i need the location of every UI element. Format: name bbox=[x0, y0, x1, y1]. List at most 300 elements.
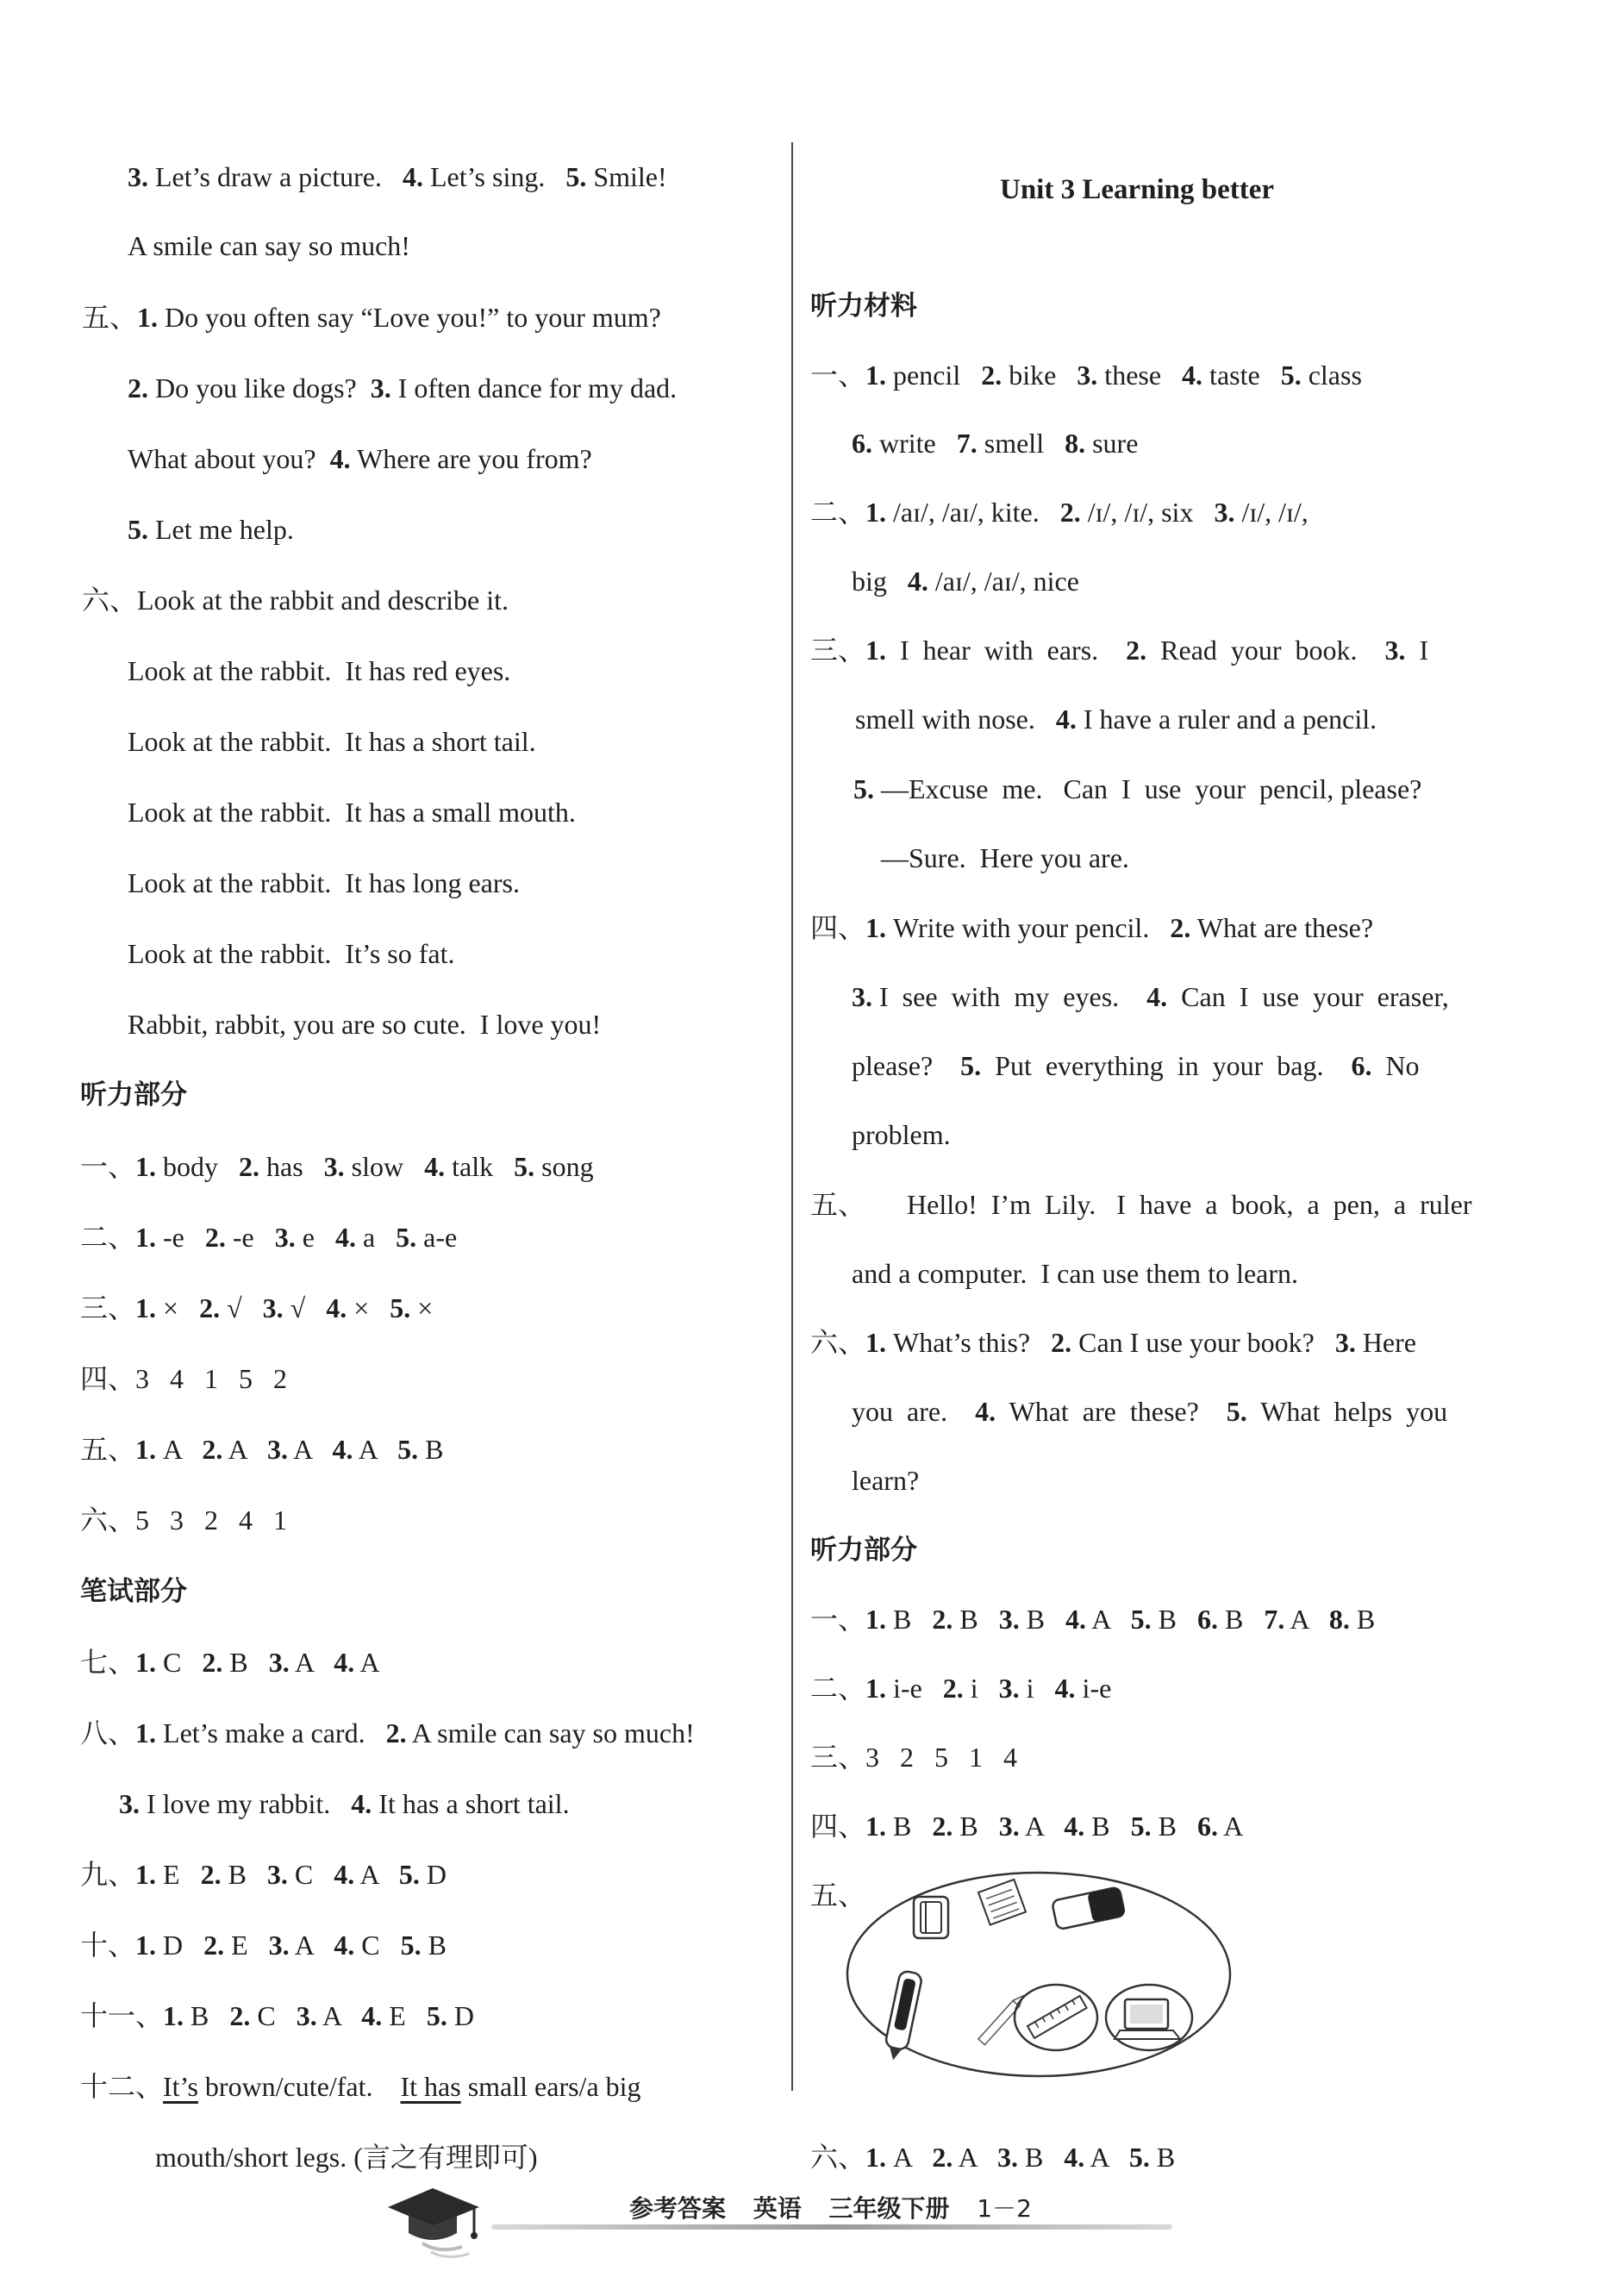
text-segment: 3. bbox=[128, 161, 148, 192]
text-segment: 五、 bbox=[810, 1880, 866, 1911]
text-segment: 3. bbox=[1334, 1327, 1356, 1358]
text-segment: song bbox=[534, 1151, 594, 1182]
answer-line bbox=[810, 910, 1373, 945]
text-segment: √ bbox=[220, 1292, 263, 1323]
text-segment: A bbox=[1084, 2142, 1129, 2173]
text-segment: 五、 bbox=[82, 302, 138, 333]
answer-line bbox=[128, 512, 294, 547]
text-segment: C bbox=[156, 1647, 203, 1678]
text-segment: 4. bbox=[1064, 1811, 1085, 1842]
footer-subject: 英语 bbox=[753, 2194, 802, 2223]
answer-line bbox=[852, 1394, 1447, 1429]
text-segment: Here bbox=[1355, 1327, 1416, 1358]
answer-line bbox=[80, 2069, 641, 2104]
text-segment: 4. bbox=[334, 1930, 355, 1961]
text-segment: 3. bbox=[323, 1151, 345, 1182]
answer-line bbox=[80, 1432, 443, 1467]
text-segment: 3. bbox=[268, 1930, 290, 1961]
answer-line bbox=[80, 1645, 380, 1680]
text-segment: 2. bbox=[932, 1604, 953, 1635]
text-segment: i bbox=[1019, 1673, 1055, 1704]
text-segment: Do you like dogs? bbox=[148, 372, 371, 403]
answer-line bbox=[128, 795, 576, 829]
text-segment: B bbox=[1151, 1811, 1197, 1842]
text-segment: A bbox=[353, 1434, 398, 1465]
text-segment: C bbox=[287, 1859, 334, 1890]
text-segment: What are these? bbox=[996, 1396, 1227, 1427]
section-heading: 笔试部分 bbox=[80, 1576, 187, 1607]
text-segment: 六、 bbox=[810, 2142, 866, 2173]
text-segment: 2. bbox=[385, 1717, 407, 1748]
text-segment: A bbox=[1217, 1811, 1244, 1842]
text-segment: 四、 bbox=[810, 1811, 866, 1842]
text-segment: C bbox=[250, 2000, 297, 2031]
text-segment: Where are you from? bbox=[350, 443, 592, 474]
text-segment: Read your book. bbox=[1146, 635, 1385, 666]
answer-line bbox=[128, 441, 592, 476]
eraser-icon bbox=[1052, 1886, 1125, 1930]
text-segment: 5. bbox=[1128, 2142, 1150, 2173]
text-segment: 5. bbox=[396, 1222, 417, 1253]
text-segment: small ears/a big bbox=[460, 2071, 641, 2102]
text-segment: 3. bbox=[266, 1434, 288, 1465]
text-segment: 2. bbox=[1051, 1327, 1072, 1358]
text-segment: 2. bbox=[932, 1811, 953, 1842]
answer-line bbox=[810, 358, 1362, 392]
answer-line bbox=[128, 228, 410, 263]
text-segment: 六、5 3 2 4 1 bbox=[80, 1504, 288, 1536]
section-heading: 听力部分 bbox=[810, 1535, 917, 1566]
text-segment: B bbox=[418, 1434, 444, 1465]
text-segment: and a computer. I can use them to learn. bbox=[852, 1258, 1299, 1289]
text-segment: Look at the rabbit. It has red eyes. bbox=[128, 655, 511, 686]
footer-text bbox=[629, 2190, 1051, 2224]
answer-line bbox=[128, 866, 520, 900]
answer-line bbox=[80, 1361, 287, 1396]
text-segment: I have a ruler and a pencil. bbox=[1076, 704, 1377, 735]
text-segment: e bbox=[295, 1222, 335, 1253]
text-segment: 3. bbox=[998, 1811, 1020, 1842]
text-segment: please? bbox=[852, 1050, 961, 1081]
text-segment: Write with your pencil. bbox=[886, 912, 1171, 943]
text-segment: 2. bbox=[128, 372, 148, 403]
answer-line bbox=[810, 1325, 1416, 1360]
column-divider bbox=[791, 142, 793, 2091]
text-segment: Can I use your book? bbox=[1071, 1327, 1335, 1358]
text-segment: /ɪ/, /ɪ/, six bbox=[1080, 497, 1215, 528]
text-segment: 3. bbox=[852, 981, 872, 1012]
footer-band bbox=[491, 2224, 1172, 2230]
text-segment: B bbox=[953, 1604, 999, 1635]
text-segment: E bbox=[156, 1859, 201, 1890]
answer-line bbox=[810, 495, 1309, 529]
text-segment: slow bbox=[344, 1151, 425, 1182]
text-segment: write bbox=[872, 428, 957, 459]
text-segment: 4. bbox=[1065, 1604, 1087, 1635]
text-segment: Look at the rabbit. It has a small mouth. bbox=[128, 797, 576, 828]
text-segment: × bbox=[347, 1292, 390, 1323]
answer-line bbox=[852, 1048, 1420, 1083]
text-segment: 4. bbox=[1182, 360, 1203, 391]
text-segment: 4. bbox=[424, 1151, 446, 1182]
text-segment: 1. bbox=[135, 1292, 157, 1323]
text-segment: C bbox=[354, 1930, 401, 1961]
text-segment: 3. bbox=[262, 1292, 284, 1323]
answer-line bbox=[80, 1291, 433, 1325]
text-segment: 4. bbox=[1055, 704, 1077, 735]
text-segment: 2. bbox=[981, 360, 1003, 391]
text-segment: Let’s make a card. bbox=[156, 1717, 386, 1748]
answer-line bbox=[810, 1671, 1111, 1705]
text-segment: talk bbox=[445, 1151, 515, 1182]
text-segment: 三、 bbox=[810, 635, 866, 666]
answer-line bbox=[82, 583, 509, 617]
answer-line bbox=[852, 1117, 951, 1152]
text-segment: 4. bbox=[351, 1788, 372, 1819]
answer-line bbox=[128, 654, 510, 688]
text-segment: Put everything in your bag. bbox=[981, 1050, 1352, 1081]
text-segment: What helps you bbox=[1246, 1396, 1448, 1427]
text-segment: /ɪ/, /ɪ/, bbox=[1234, 497, 1309, 528]
answer-line bbox=[852, 1256, 1298, 1291]
text-segment: 4. bbox=[1064, 2142, 1085, 2173]
text-segment: 2. bbox=[200, 1859, 222, 1890]
answer-line bbox=[810, 1187, 1472, 1222]
learning-items-diagram bbox=[840, 1867, 1237, 2086]
footer-page: 1－2 bbox=[977, 2194, 1032, 2223]
text-segment: 1. bbox=[865, 1673, 887, 1704]
text-segment: D bbox=[447, 2000, 474, 2031]
text-segment: 2. bbox=[932, 2142, 953, 2173]
text-segment: 3. bbox=[274, 1222, 296, 1253]
text-segment: 1. bbox=[865, 912, 887, 943]
text-segment: A smile can say so much! bbox=[128, 230, 410, 261]
answer-line bbox=[852, 979, 1449, 1014]
text-segment: B bbox=[222, 1647, 269, 1678]
text-segment: 1. bbox=[865, 1327, 887, 1358]
text-segment: B bbox=[1149, 2142, 1176, 2173]
text-segment: Rabbit, rabbit, you are so cute. I love you! bbox=[128, 1009, 602, 1040]
text-segment: 1. bbox=[135, 1647, 157, 1678]
text-segment: 2. bbox=[1170, 912, 1191, 943]
text-segment: i-e bbox=[1075, 1673, 1112, 1704]
text-segment: 5. bbox=[128, 514, 148, 545]
text-segment: B bbox=[1084, 1811, 1131, 1842]
text-segment: 一、 bbox=[810, 360, 866, 391]
text-segment: A smile can say so much! bbox=[406, 1717, 695, 1748]
text-segment: learn? bbox=[852, 1465, 920, 1496]
text-segment: 2. bbox=[199, 1292, 221, 1323]
answer-line bbox=[128, 936, 454, 971]
text-segment: Let’s draw a picture. bbox=[148, 161, 403, 192]
text-segment: 8. bbox=[1065, 428, 1086, 459]
text-segment: 5. bbox=[514, 1151, 535, 1182]
text-segment: Look at the rabbit. It has long ears. bbox=[128, 867, 520, 898]
text-segment: 2. bbox=[229, 2000, 251, 2031]
footer-answers: 参考答案 bbox=[629, 2194, 727, 2223]
text-segment: 4. bbox=[361, 2000, 383, 2031]
text-segment: B bbox=[1017, 2142, 1065, 2173]
text-segment: E bbox=[224, 1930, 269, 1961]
text-segment: A bbox=[1284, 1604, 1329, 1635]
text-segment: 2. bbox=[942, 1673, 964, 1704]
text-segment: I see with my eyes. bbox=[872, 981, 1147, 1012]
text-segment: 八、 bbox=[80, 1717, 136, 1748]
text-segment: 2. bbox=[203, 1930, 225, 1961]
text-segment: 十二、 bbox=[80, 2071, 164, 2102]
text-segment: 3. bbox=[370, 372, 391, 403]
text-segment: mouth/short legs. (言之有理即可) bbox=[155, 2142, 538, 2173]
answer-line bbox=[810, 1602, 1375, 1636]
text-segment: 4. bbox=[334, 1647, 355, 1678]
text-segment: 7. bbox=[956, 428, 978, 459]
text-segment: B bbox=[421, 1930, 447, 1961]
text-segment: × bbox=[410, 1292, 434, 1323]
text-segment: 6. bbox=[1196, 1811, 1218, 1842]
text-segment: I hear with ears. bbox=[886, 635, 1127, 666]
text-segment: No bbox=[1371, 1050, 1420, 1081]
answer-line bbox=[128, 724, 536, 759]
text-segment: 5. bbox=[960, 1050, 982, 1081]
answer-line bbox=[80, 1149, 594, 1184]
text-segment: B bbox=[886, 1811, 933, 1842]
text-segment: I often dance for my dad. bbox=[390, 372, 678, 403]
text-segment: i bbox=[963, 1673, 999, 1704]
text-segment: a bbox=[355, 1222, 397, 1253]
text-segment: 1. bbox=[163, 2000, 184, 2031]
text-segment: these bbox=[1097, 360, 1183, 391]
text-segment: bike bbox=[1002, 360, 1077, 391]
answer-line bbox=[853, 772, 1421, 806]
text-segment: I love my rabbit. bbox=[140, 1788, 352, 1819]
text-segment: 6. bbox=[1351, 1050, 1372, 1081]
text-segment: 二、 bbox=[810, 1673, 866, 1704]
text-segment: 3. bbox=[998, 1673, 1020, 1704]
text-segment: you are. bbox=[852, 1396, 976, 1427]
text-segment: 4. bbox=[975, 1396, 996, 1427]
text-segment: 5. bbox=[397, 1434, 419, 1465]
notebook-icon bbox=[978, 1880, 1026, 1925]
text-segment: body bbox=[156, 1151, 240, 1182]
text-segment: A bbox=[354, 1859, 399, 1890]
computer-icon bbox=[1106, 1985, 1192, 2050]
text-segment: 4. bbox=[326, 1292, 347, 1323]
text-segment: 5. bbox=[426, 2000, 447, 2031]
text-segment: —Excuse me. Can I use your pencil, please? bbox=[874, 773, 1422, 804]
text-segment: 5. bbox=[390, 1292, 411, 1323]
text-segment: 一、 bbox=[80, 1151, 136, 1182]
text-segment: /aɪ/, /aɪ/, nice bbox=[928, 566, 1079, 597]
text-segment: A bbox=[156, 1434, 203, 1465]
answer-line bbox=[852, 1463, 919, 1498]
text-segment: Do you often say “Love you!” to your mum? bbox=[158, 302, 661, 333]
text-segment: Look at the rabbit. It’s so fat. bbox=[128, 938, 455, 969]
text-segment: A bbox=[354, 1647, 380, 1678]
text-segment: 7. bbox=[1264, 1604, 1285, 1635]
text-segment: 5. bbox=[398, 1859, 420, 1890]
text-segment: 3. bbox=[998, 1604, 1020, 1635]
text-segment: Let me help. bbox=[148, 514, 294, 545]
answer-line bbox=[128, 1007, 601, 1042]
text-segment: A bbox=[953, 2142, 997, 2173]
text-segment: -e bbox=[156, 1222, 205, 1253]
text-segment: 1. bbox=[865, 2142, 887, 2173]
text-segment: 二、 bbox=[80, 1222, 136, 1253]
section-heading: 听力部分 bbox=[80, 1079, 187, 1110]
footer-grade: 三年级下册 bbox=[828, 2194, 950, 2223]
answer-line bbox=[80, 1503, 287, 1537]
text-segment: What are these? bbox=[1190, 912, 1374, 943]
answer-line bbox=[855, 702, 1377, 736]
text-segment: 6. bbox=[852, 428, 872, 459]
text-segment: 3. bbox=[996, 2142, 1018, 2173]
text-segment: problem. bbox=[852, 1119, 951, 1150]
text-segment: 1. bbox=[865, 360, 887, 391]
text-segment: What’s this? bbox=[886, 1327, 1052, 1358]
text-segment: has bbox=[259, 1151, 324, 1182]
text-segment: 3. bbox=[266, 1859, 288, 1890]
text-segment: B bbox=[1349, 1604, 1376, 1635]
answer-line bbox=[810, 1740, 1017, 1774]
text-segment: -e bbox=[225, 1222, 275, 1253]
text-segment: A bbox=[1019, 1811, 1065, 1842]
text-segment: 4. bbox=[334, 1859, 355, 1890]
text-segment: class bbox=[1301, 360, 1362, 391]
text-segment: 2. bbox=[1059, 497, 1081, 528]
text-segment: smell bbox=[977, 428, 1065, 459]
text-segment: 5. bbox=[1130, 1604, 1152, 1635]
text-segment: —Sure. Here you are. bbox=[881, 842, 1129, 873]
text-segment: 4. bbox=[907, 566, 928, 597]
text-segment: pencil bbox=[886, 360, 982, 391]
answer-line bbox=[128, 371, 677, 405]
text-segment: 1. bbox=[865, 1811, 887, 1842]
text-segment: √ bbox=[283, 1292, 327, 1323]
text-segment: 5. bbox=[1280, 360, 1302, 391]
answer-line bbox=[80, 1220, 457, 1254]
pen-icon bbox=[882, 1970, 922, 2062]
text-segment: 九、 bbox=[80, 1859, 136, 1890]
text-segment: 六、 bbox=[810, 1327, 866, 1358]
text-segment: A bbox=[886, 2142, 933, 2173]
text-segment: 2. bbox=[204, 1222, 226, 1253]
answer-line bbox=[881, 841, 1129, 875]
text-segment: 5. bbox=[400, 1930, 422, 1961]
text-segment: D bbox=[419, 1859, 447, 1890]
text-segment: A bbox=[287, 1434, 333, 1465]
text-segment: It has a short tail. bbox=[372, 1788, 570, 1819]
text-segment: 4. bbox=[403, 161, 423, 192]
text-segment: a-e bbox=[416, 1222, 458, 1253]
text-segment: 3. bbox=[119, 1788, 140, 1819]
text-segment: A bbox=[1086, 1604, 1131, 1635]
text-segment: 6. bbox=[1196, 1604, 1218, 1635]
text-segment: i-e bbox=[886, 1673, 943, 1704]
text-segment: taste bbox=[1202, 360, 1281, 391]
text-segment: 四、 bbox=[810, 912, 866, 943]
text-segment: A bbox=[289, 1930, 334, 1961]
text-segment: smell with nose. bbox=[855, 704, 1056, 735]
text-segment: 2. bbox=[202, 1647, 223, 1678]
text-segment: B bbox=[184, 2000, 230, 2031]
text-segment: 1. bbox=[135, 1930, 157, 1961]
text-segment: I bbox=[1405, 635, 1429, 666]
text-segment: 3. bbox=[1077, 360, 1098, 391]
text-segment: B bbox=[886, 1604, 933, 1635]
answer-line bbox=[82, 300, 661, 335]
answer-line bbox=[128, 160, 667, 194]
text-segment: D bbox=[156, 1930, 204, 1961]
text-segment: 1. bbox=[135, 1434, 157, 1465]
answer-line bbox=[119, 1786, 570, 1821]
text-segment: 五、 Hello! I’m Lily. I have a book, a pen, a ruler bbox=[810, 1189, 1472, 1220]
text-segment: 3. bbox=[296, 2000, 317, 2031]
answer-line bbox=[155, 2140, 538, 2174]
text-segment: 四、3 4 1 5 2 bbox=[80, 1363, 288, 1394]
text-segment: 十、 bbox=[80, 1930, 136, 1961]
answer-line bbox=[852, 564, 1079, 598]
text-segment: 8. bbox=[1328, 1604, 1350, 1635]
text-segment: 三、3 2 5 1 4 bbox=[810, 1742, 1018, 1773]
text-segment: 六、Look at the rabbit and describe it. bbox=[82, 585, 509, 616]
ruler-icon bbox=[1015, 1985, 1097, 2050]
answer-line bbox=[80, 1999, 474, 2033]
text-segment: 1. bbox=[135, 1717, 157, 1748]
text-segment: 4. bbox=[332, 1434, 353, 1465]
answer-line bbox=[810, 1809, 1243, 1843]
answer-line bbox=[852, 426, 1138, 460]
text-segment: 一、 bbox=[810, 1604, 866, 1635]
text-segment: 1. bbox=[135, 1859, 157, 1890]
text-segment: 1. bbox=[135, 1151, 157, 1182]
text-segment: × bbox=[156, 1292, 200, 1323]
graduation-cap-icon bbox=[379, 2173, 491, 2272]
text-segment: 2. bbox=[239, 1151, 260, 1182]
book-icon bbox=[914, 1897, 948, 1938]
text-segment: B bbox=[221, 1859, 267, 1890]
text-segment: 二、 bbox=[810, 497, 866, 528]
text-segment: B bbox=[1019, 1604, 1066, 1635]
text-segment: 3. bbox=[1384, 635, 1406, 666]
text-segment: 3. bbox=[1214, 497, 1235, 528]
text-segment: 2. bbox=[202, 1434, 223, 1465]
answer-line bbox=[810, 2140, 1175, 2174]
unit-title: Unit 3 Learning better bbox=[1000, 174, 1275, 205]
text-segment: 5. bbox=[565, 161, 587, 192]
text-segment: It’s bbox=[163, 2071, 198, 2102]
text-segment: What about you? bbox=[128, 443, 330, 474]
text-segment: B bbox=[1151, 1604, 1197, 1635]
text-segment: 5. bbox=[853, 773, 874, 804]
text-segment: 4. bbox=[1146, 981, 1168, 1012]
text-segment: E bbox=[382, 2000, 427, 2031]
answer-line bbox=[810, 633, 1428, 667]
answer-line bbox=[80, 1928, 447, 1962]
text-segment: 1. bbox=[865, 1604, 887, 1635]
text-segment: 2. bbox=[1126, 635, 1147, 666]
text-segment: Can I use your eraser, bbox=[1167, 981, 1449, 1012]
text-segment: A bbox=[316, 2000, 362, 2031]
text-segment: B bbox=[1217, 1604, 1265, 1635]
text-segment: 1. bbox=[865, 635, 887, 666]
text-segment: 4. bbox=[329, 443, 351, 474]
text-segment: 十一、 bbox=[80, 2000, 164, 2031]
text-segment: 1. bbox=[137, 302, 159, 333]
answer-line bbox=[80, 1716, 695, 1750]
text-segment: sure bbox=[1085, 428, 1139, 459]
text-segment: It has bbox=[400, 2071, 461, 2102]
text-segment: B bbox=[953, 1811, 999, 1842]
